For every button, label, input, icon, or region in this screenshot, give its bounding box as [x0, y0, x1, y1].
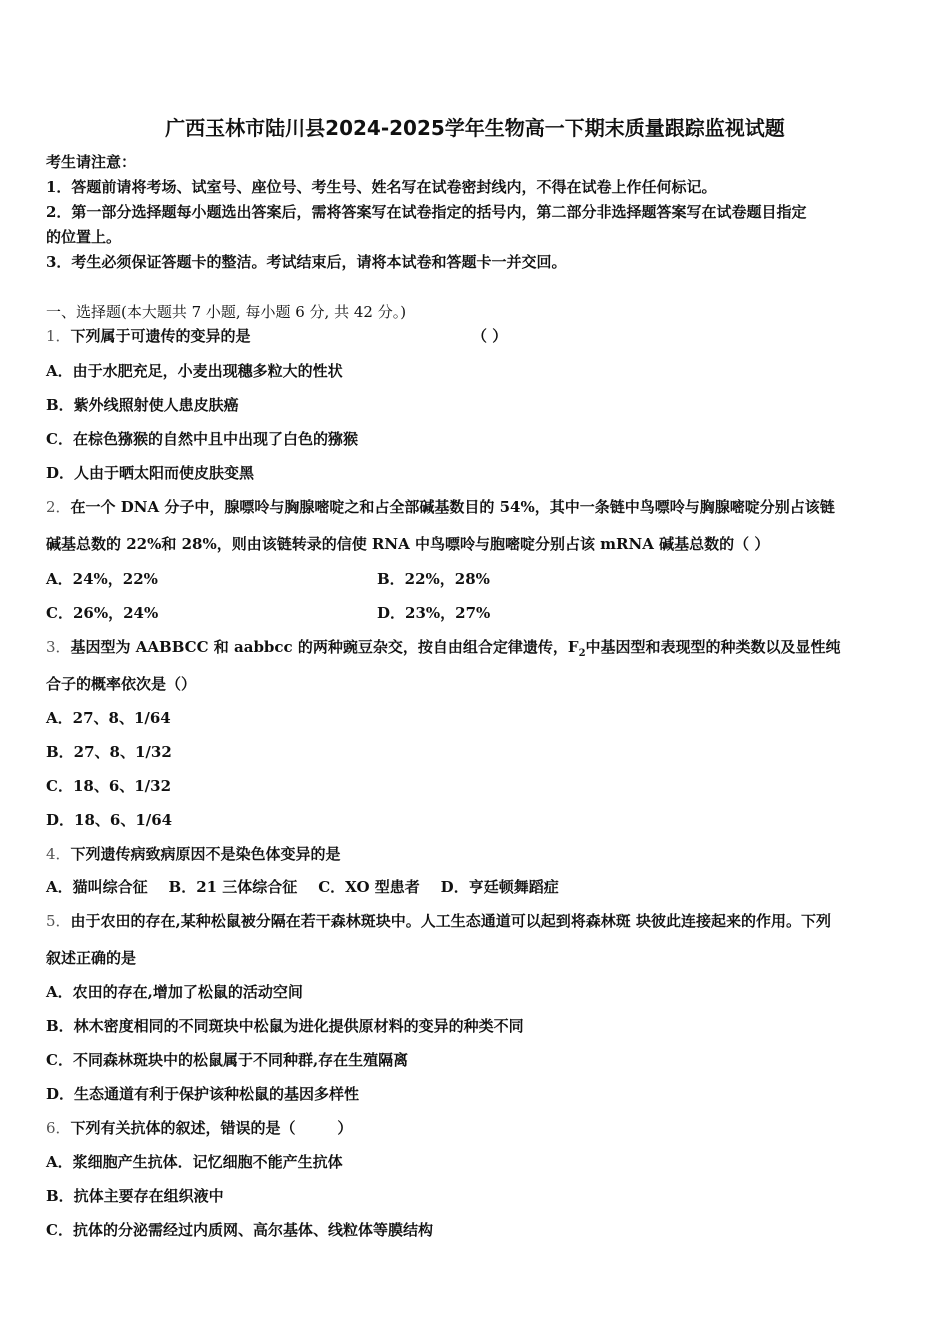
q6-option-a: A．浆细胞产生抗体．记忆细胞不能产生抗体	[46, 1153, 343, 1171]
question-1	[46, 326, 908, 346]
subscript: 2	[578, 648, 586, 659]
question-number: 5．	[46, 912, 71, 930]
notice-item-1: 1．答题前请将考场、试室号、座位号、考生号、姓名写在试卷密封线内，不得在试卷上作任何标记。	[46, 178, 717, 196]
question-number: 6．	[46, 1119, 71, 1137]
exam-title: 广西玉林市陆川县2024-2025学年生物高一下期末质量跟踪监视试题	[165, 116, 785, 140]
q1-option-a: A．由于水肥充足，小麦出现穗多粒大的性状	[46, 362, 343, 380]
notice-heading: 考生请注意：	[46, 153, 137, 171]
question-5-cont: 叙述正确的是	[46, 949, 137, 967]
q5-option-c: C．不同森林斑块中的松鼠属于不同种群,存在生殖隔离	[46, 1051, 409, 1069]
notice-item-2: 2．第一部分选择题每小题选出答案后，需将答案写在试卷指定的括号内，第二部分非选择题答案写在试卷题目指定	[46, 203, 807, 221]
q1-option-d: D．人由于晒太阳而使皮肤变黑	[46, 464, 255, 482]
q5-option-b: B．林木密度相同的不同斑块中松鼠为进化提供原材料的变异的种类不同	[46, 1017, 524, 1035]
question-number: 2．	[46, 498, 71, 516]
question-stem: 下列遗传病致病原因不是染色体变异的是	[70, 845, 341, 863]
q3-option-a: A．27、8、1/64	[46, 709, 171, 727]
q2-option-c: C．26%，24%	[46, 604, 159, 622]
section-heading: 一、选择题(本大题共 7 小题, 每小题 6 分, 共 42 分。)	[46, 303, 407, 321]
question-5	[46, 911, 908, 931]
q2-option-b: B．22%，28%	[377, 570, 490, 588]
question-stem: 下列属于可遗传的变异的是	[70, 327, 251, 345]
question-4	[46, 844, 908, 864]
question-number: 3．	[46, 638, 71, 656]
q6-option-b: B．抗体主要存在组织液中	[46, 1187, 224, 1205]
question-2	[46, 497, 908, 517]
question-2-cont: 碱基总数的 22%和 28%，则由该链转录的信使 RNA 中鸟嘌呤与胞嘧啶分别占该 mRNA 碱基总数的（ ）	[46, 535, 770, 553]
question-stem: 在一个 DNA 分子中，腺嘌呤与胸腺嘧啶之和占全部碱基数目的 54%，其中一条链中鸟嘌呤与胸腺嘧啶分别占该链	[70, 498, 835, 516]
question-3	[46, 637, 908, 664]
notice-item-2-cont: 的位置上。	[46, 228, 122, 246]
answer-bracket: （ ）	[472, 327, 508, 345]
q3-option-d: D．18、6、1/64	[46, 811, 173, 829]
question-stem: 由于农田的存在,某种松鼠被分隔在若干森林斑块中。人工生态通道可以起到将森林斑 块彼此连接起来的作用。下列	[70, 912, 831, 930]
q6-option-c: C．抗体的分泌需经过内质网、高尔基体、线粒体等膜结构	[46, 1221, 433, 1239]
q3-option-b: B．27、8、1/32	[46, 743, 172, 761]
question-3-cont: 合子的概率依次是（）	[46, 675, 197, 693]
q4-options: A．猫叫综合征 B．21 三体综合征 C．XO 型患者 D．亨廷顿舞蹈症	[46, 878, 559, 896]
question-6	[46, 1118, 908, 1138]
q5-option-a: A．农田的存在,增加了松鼠的活动空间	[46, 983, 303, 1001]
q5-option-d: D．生态通道有利于保护该种松鼠的基因多样性	[46, 1085, 360, 1103]
q3-option-c: C．18、6、1/32	[46, 777, 172, 795]
question-number: 4．	[46, 845, 71, 863]
q1-option-b: B．紫外线照射使人患皮肤癌	[46, 396, 239, 414]
q1-option-c: C．在棕色猕猴的自然中且中出现了白色的猕猴	[46, 430, 358, 448]
q2-option-a: A．24%，22%	[46, 570, 158, 588]
notice-item-3: 3．考生必须保证答题卡的整洁。考试结束后，请将本试卷和答题卡一并交回。	[46, 253, 567, 271]
question-number: 1．	[46, 327, 71, 345]
question-stem-tail: 中基因型和表现型的种类数以及显性纯	[585, 638, 841, 656]
q2-option-d: D．23%，27%	[377, 604, 491, 622]
question-stem: 基因型为 AABBCC 和 aabbcc 的两种豌豆杂交，按自由组合定律遗传，F	[70, 638, 579, 656]
question-stem: 下列有关抗体的叙述，错误的是（ ）	[70, 1119, 353, 1137]
